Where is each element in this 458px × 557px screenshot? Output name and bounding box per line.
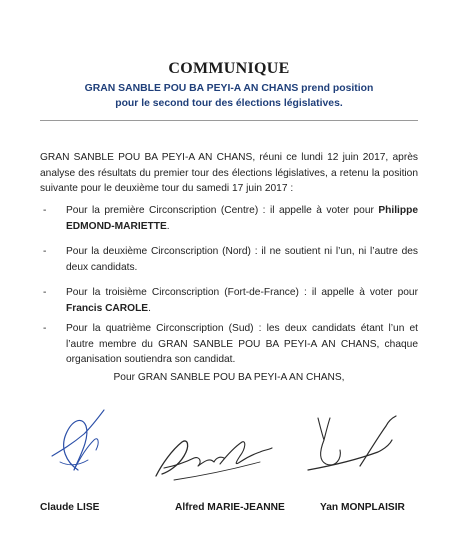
signature-yan-monplaisir [300,410,410,485]
signatory-1: Claude LISE [40,502,100,513]
candidate-name: Philippe EDMOND-MARIETTE [66,205,418,232]
document-subtitle [60,81,398,111]
document-title: COMMUNIQUE [168,60,290,77]
header-divider [40,120,418,121]
intro-paragraph: GRAN SANBLE POU BA PEYI-A AN CHANS, réuni ce lundi 12 juin 2017, après analyse des résultats du premier tour des élections législatives, a retenu la position suivante pour le deuxième tour du samedi 17 juin 2017 : [40,152,418,195]
subtitle-line-1: GRAN SANBLE POU BA PEYI-A AN CHANS prend position [84,83,374,94]
list-item-text [66,244,418,275]
item-punct: . [166,220,170,232]
closing-line: Pour GRAN SANBLE POU BA PEYI-A AN CHANS, [113,372,345,383]
signatory-2: Alfred MARIE-JEANNE [175,502,285,513]
subtitle-line-2: pour le second tour des élections législatives. [115,98,343,109]
list-dash: - [43,246,47,257]
item-text: Pour la quatrième Circonscription (Sud) : les deux candidats étant l’un et l’autre membre du GRAN SANBLE POU BA PEYI-A AN CHANS, chaque organisation soutiendra son candidat. [66,323,418,366]
signatory-3: Yan MONPLAISIR [320,502,405,513]
list-dash: - [43,205,47,216]
list-dash: - [43,323,47,334]
list-item-text [66,321,418,368]
item-text: Pour la troisième Circonscription (Fort-de-France) : il appelle à voter pour [66,287,418,298]
list-dash: - [43,287,47,298]
signature-alfred-marie-jeanne [150,428,280,488]
item-text: Pour la deuxième Circonscription (Nord) : il ne soutient ni l’un, ni l’autre des deux candidats. [66,246,418,273]
item-text: Pour la première Circonscription (Centre) : il appelle à voter pour [66,205,379,216]
candidate-name: Francis CAROLE [66,302,149,314]
signature-claude-lise [38,400,128,480]
list-item-text [66,285,418,316]
list-item-text [66,203,418,234]
item-punct: . [148,302,151,314]
